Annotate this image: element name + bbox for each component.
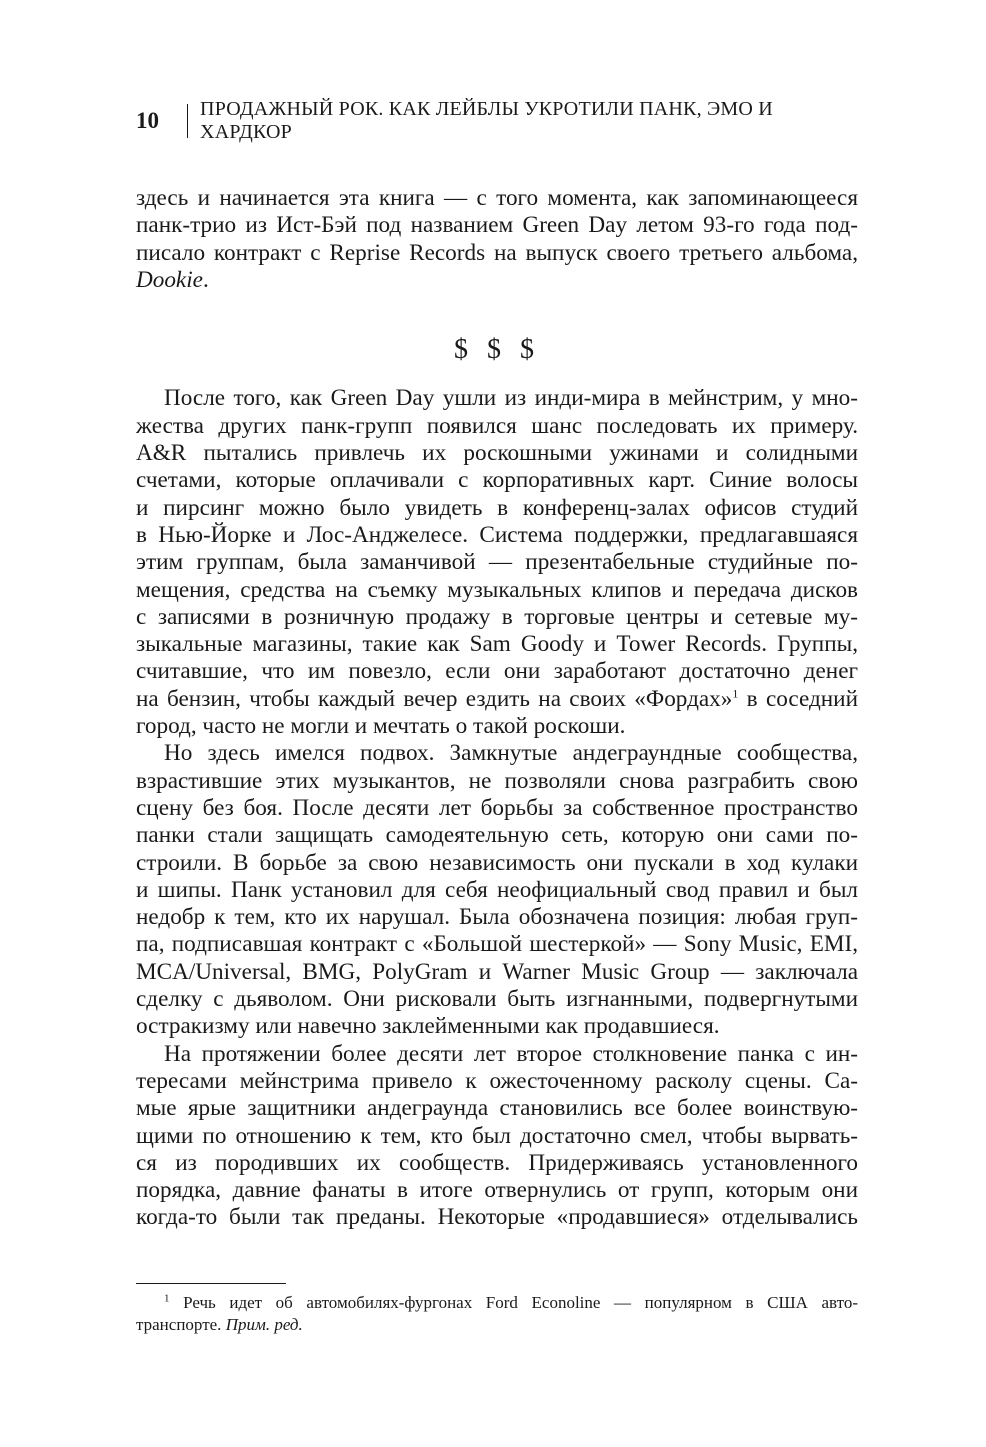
- footnote-mark: 1: [164, 1292, 170, 1305]
- footnote-line: транспорте. Прим. ред.: [136, 1315, 303, 1334]
- footnote-reference[interactable]: 1: [732, 686, 739, 701]
- text-line: сделку с дьяволом. Они рисковали быть изгнанными, подвергнутыми: [136, 986, 858, 1013]
- text-line: на бензин, чтобы каждый вечер ездить на своих «Фордах»$^1$ в соседний: [136, 685, 858, 712]
- text-line: сцену без боя. После десяти лет борьбы за собственное пространство: [136, 794, 858, 821]
- editor-note: Прим. ред.: [225, 1315, 303, 1334]
- text-line: па, подписавшая контракт с «Большой шестеркой» — Sony Music, EMI,: [136, 931, 858, 958]
- text-line: здесь и начинается эта книга — с того момента, как запоминающееся: [136, 185, 858, 211]
- text-line: в Нью-Йорке и Лос-Анджелесе. Система поддержки, предлагавшаяся: [136, 521, 858, 548]
- paragraph-2: [136, 740, 858, 1040]
- text-line: После того, как Green Day ушли из инди-мира в мейнстрим, у мно-: [164, 385, 858, 412]
- text-line: щими по отношению к тем, кто был достаточно смел, чтобы вырвать-: [136, 1122, 858, 1149]
- text-line: с записями в розничную продажу в торговые центры и сетевые му-: [136, 603, 858, 630]
- footnote-divider: [136, 1283, 286, 1284]
- footnote-line: $^1$ Речь идет об автомобилях-фургонах Ford Econoline — популярном в США авто-: [164, 1292, 859, 1312]
- text-line: остракизму или навечно заклейменными как продавшиеся.: [136, 1013, 720, 1040]
- paragraph-1: [136, 385, 858, 740]
- text-line: писало контракт с Reprise Records на выпуск своего третьего альбома,: [136, 239, 858, 266]
- paragraph-3: [136, 1041, 858, 1232]
- text-line: Dookie.: [136, 266, 209, 293]
- text-line: и шипы. Панк установил для себя неофициальный свод правил и был: [136, 876, 858, 903]
- section-separator: $ $ $: [454, 334, 540, 366]
- text-line: ся из породивших их сообществ. Придерживаясь установленного: [136, 1149, 858, 1176]
- text-line: тересами мейнстрима привело к ожесточенному расколу сцены. Са-: [136, 1067, 858, 1094]
- text-line: строили. В борьбе за свою независимость они пускали в ход кулаки: [136, 849, 858, 876]
- text-line: жества других панк-групп появился шанс последовать их примеру.: [136, 412, 858, 439]
- text-line: недобр к тем, кто их нарушал. Была обозначена позиция: любая груп-: [136, 904, 858, 931]
- text-line: мые ярые защитники андеграунда становились все более воинствую-: [136, 1095, 858, 1122]
- text-line: зыкальные магазины, такие как Sam Goody и Tower Records. Группы,: [136, 631, 858, 658]
- text-line: счетами, которые оплачивали с корпоративных карт. Синие волосы: [136, 467, 858, 494]
- text-line: мещения, средства на съемку музыкальных клипов и передача дисков: [136, 576, 858, 603]
- running-title: ПРОДАЖНЫЙ РОК. КАК ЛЕЙБЛЫ УКРОТИЛИ ПАНК, ЭМО И ХАРДКОР: [200, 98, 773, 143]
- intro-paragraph: [136, 185, 858, 294]
- text-line: MCA/Universal, BMG, PolyGram и Warner Music Group — заключала: [136, 958, 858, 985]
- text-line: взрастившие этих музыкантов, не позволяли снова разграбить свою: [136, 767, 858, 794]
- text-line: порядка, давние фанаты в итоге отвернулись от групп, которым они: [136, 1177, 858, 1204]
- album-title: Dookie: [136, 266, 203, 293]
- running-header: [136, 98, 858, 143]
- text-line: Но здесь имелся подвох. Замкнутые андеграундные сообщества,: [164, 740, 858, 767]
- header-divider: [187, 104, 188, 138]
- text-line: и пирсинг можно было увидеть в конференц-залах офисов студий: [136, 494, 858, 521]
- text-line: На протяжении более десяти лет второе столкновение панка с ин-: [164, 1040, 858, 1067]
- text-line: A&R пытались привлечь их роскошными ужинами и солидными: [136, 440, 858, 467]
- text-line: этим группам, была заманчивой — презентабельные студийные по-: [136, 549, 858, 576]
- text-line: считавшие, что им повезло, если они заработают достаточно денег: [136, 658, 858, 685]
- text-line: город, часто не могли и мечтать о такой роскоши.: [136, 713, 626, 740]
- footnote: [136, 1292, 858, 1336]
- text-line: панки стали защищать самодеятельную сеть, которую они сами по-: [136, 822, 858, 849]
- text-line: панк-трио из Ист-Бэй под названием Green Day летом 93-го года под-: [136, 212, 858, 239]
- page-number: 10: [136, 108, 159, 133]
- page-body: [136, 185, 858, 1232]
- text-line: когда-то были так преданы. Некоторые «продавшиеся» отделывались: [136, 1204, 858, 1231]
